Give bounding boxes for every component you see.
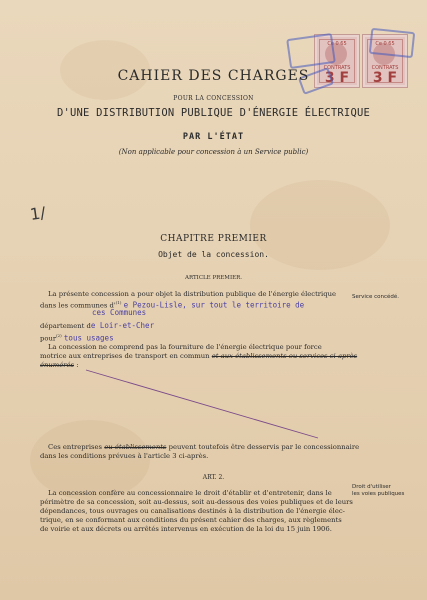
paragraph-line: département de Loir-et-Cher xyxy=(40,321,155,330)
article-2-heading: ART. 2. xyxy=(202,474,225,481)
paragraph-line: périmètre de sa concession, soit au-dessus, soit au-dessous des voies publiques et de leurs xyxy=(40,498,353,506)
typed-fill: e Pezou-Lisle, sur tout le territoire de xyxy=(123,300,305,310)
fiscal-stamp: Ce 0 65 CONTRATS 3 F xyxy=(362,34,408,88)
struck-text: et aux établissements ou services ci-après xyxy=(211,352,358,360)
typed-fill: e Loir-et-Cher xyxy=(90,321,155,330)
paragraph-line: énumérés : xyxy=(40,361,79,369)
paragraph-line: La concession ne comprend pas la fourniture de l'énergie électrique pour force xyxy=(48,343,322,351)
document-title: CAHIER DES CHARGES xyxy=(117,68,310,84)
document-subtitle-small: POUR LA CONCESSION xyxy=(173,95,254,102)
fiscal-stamp: Ce 0 65 CONTRATS 3 F xyxy=(314,34,360,88)
document-authority: PAR L'ÉTAT xyxy=(182,132,245,142)
paragraph-line: de voirie et aux décrets ou arrêtés intervenus en exécution de la loi du 15 juin 1906. xyxy=(40,525,332,533)
paragraph-line: La concession confère au concessionnaire le droit d'établir et d'entretenir, dans le xyxy=(48,489,332,497)
article-1-heading: ARTICLE PREMIER. xyxy=(184,275,243,281)
typed-fill: ces Communes xyxy=(92,308,147,317)
struck-text: ou établissements xyxy=(104,443,167,451)
document-note: (Non applicable pour concession à un Service public) xyxy=(118,148,309,156)
document-subtitle: D'UNE DISTRIBUTION PUBLIQUE D'ÉNERGIE ÉLECTRIQUE xyxy=(56,107,371,119)
chapter-title: CHAPITRE PREMIER xyxy=(160,234,267,244)
margin-label-droit: Droit d'utiliser les voies publiques xyxy=(352,484,405,497)
struck-text: énumérés xyxy=(40,361,75,369)
paragraph-line: trique, en se conformant aux conditions du présent cahier des charges, aux règlements xyxy=(40,516,342,524)
paragraph-line: La présente concession a pour objet la distribution publique de l'énergie électrique xyxy=(48,290,336,298)
paragraph-line: pour$^{(2)}$ tous usages xyxy=(40,333,114,343)
margin-label-service: Service concédé. xyxy=(352,294,399,300)
chapter-subtitle: Objet de la concession. xyxy=(158,250,269,259)
paragraph-line: Ces entreprises ou établissements peuvent toutefois être desservis par le concessionnaire xyxy=(48,443,360,451)
paragraph-line: dans les communes $d'^{(1)}$ e Pezou-Lisle, sur tout le territoire de xyxy=(40,300,305,310)
typed-fill: tous usages xyxy=(63,333,114,343)
handwritten-mark: 1/ xyxy=(28,203,47,224)
paragraph-line: motrice aux entreprises de transport en commun et aux établissements ou services ci-après xyxy=(40,352,358,360)
paragraph-line: dépendances, tous ouvrages ou canalisations destinés à la distribution de l'énergie élec- xyxy=(40,507,345,515)
paragraph-line: dans les conditions prévues à l'article 3 ci-après. xyxy=(40,452,209,460)
